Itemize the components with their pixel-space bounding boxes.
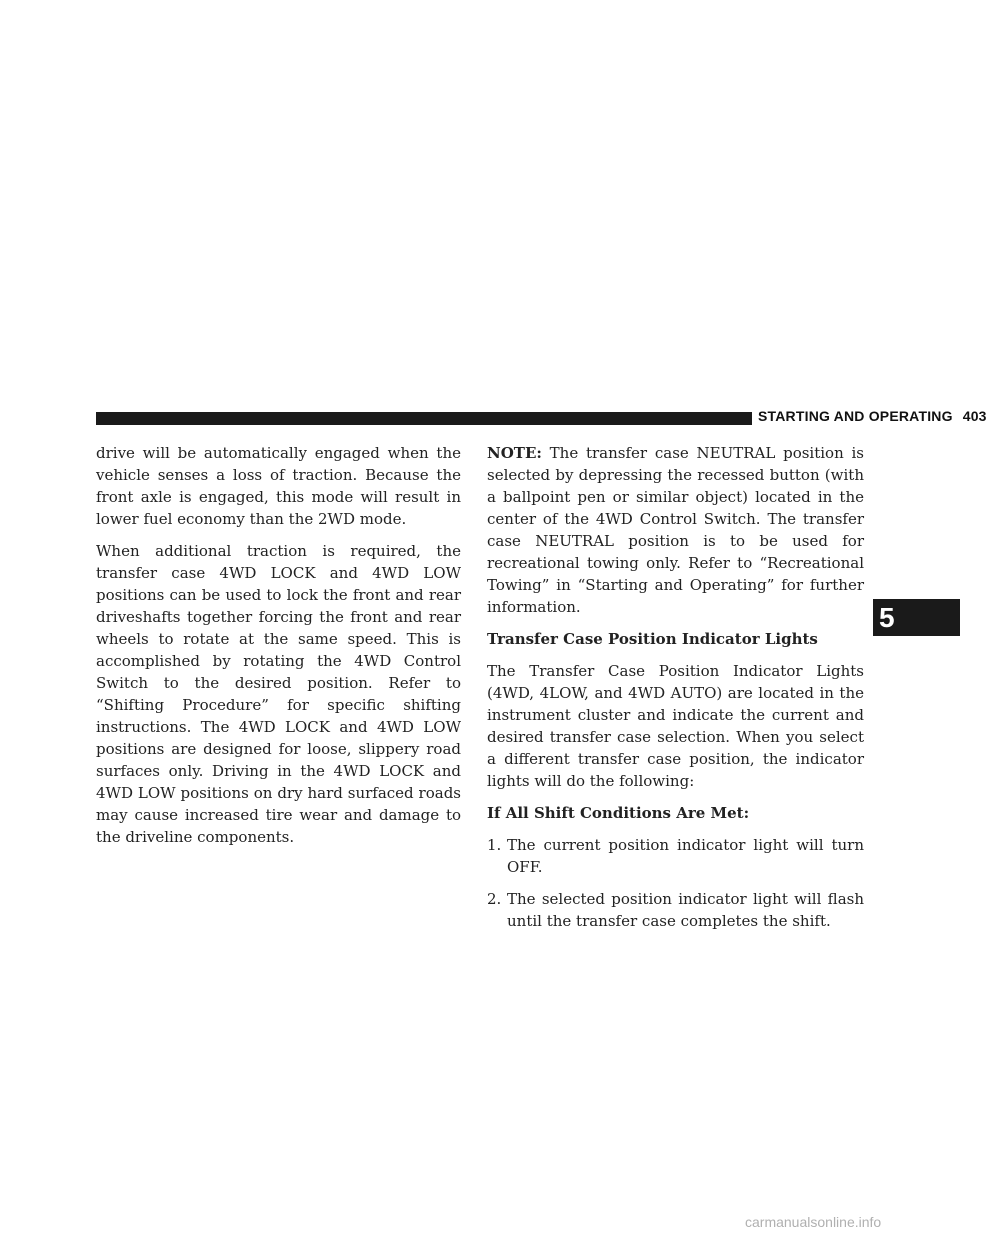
note-text: The transfer case NEUTRAL position is selected by depressing the recessed button (with a ballpoint pen or similar object) located in the center of the 4WD Control Switch. The transfer case NEUTRAL position is to be used for recreational towing only. Refer to “Recreational Towing” in “Starting and Operating” for further information. — [487, 444, 864, 616]
section-title: STARTING AND OPERATING — [758, 408, 953, 424]
note-label: NOTE: — [487, 444, 542, 462]
subheading-indicator-lights: Transfer Case Position Indicator Lights — [487, 630, 818, 648]
subheading-shift-conditions: If All Shift Conditions Are Met: — [487, 804, 750, 822]
left-column — [96, 442, 461, 858]
running-header — [758, 408, 987, 424]
list-text: The selected position indicator light will flash until the transfer case completes the shift. — [507, 890, 864, 930]
list-text: The current position indicator light will turn OFF. — [507, 836, 864, 876]
list-item — [487, 834, 864, 878]
right-column — [487, 442, 864, 942]
right-paragraph-1: The Transfer Case Position Indicator Lights (4WD, 4LOW, and 4WD AUTO) are located in the instrument cluster and indicate the current and desired transfer case selection. When you select a different transfer case position, the indicator lights will do the following: — [487, 662, 864, 790]
watermark: carmanualsonline.info — [745, 1214, 882, 1230]
left-paragraph-2: When additional traction is required, the transfer case 4WD LOCK and 4WD LOW positions can be used to lock the front and rear driveshafts together forcing the front and rear wheels to rotate at the same speed. This is accomplished by rotating the 4WD Control Switch to the desired position. Refer to “Shifting Procedure” for specific shifting instructions. The 4WD LOCK and 4WD LOW positions are designed for loose, slippery road surfaces only. Driving in the 4WD LOCK and 4WD LOW positions on dry hard surfaced roads may cause increased tire wear and damage to the driveline components. — [96, 542, 461, 846]
page-number: 403 — [962, 408, 987, 424]
list-number: 1. — [487, 836, 502, 854]
list-item — [487, 888, 864, 932]
left-paragraph-1: drive will be automatically engaged when the vehicle senses a loss of traction. Because the front axle is engaged, this mode will result in lower fuel economy than the 2WD mode. — [96, 444, 461, 528]
note-paragraph — [487, 442, 864, 618]
chapter-tab: 5 — [873, 599, 960, 636]
list-number: 2. — [487, 890, 502, 908]
header-rule — [96, 412, 752, 425]
